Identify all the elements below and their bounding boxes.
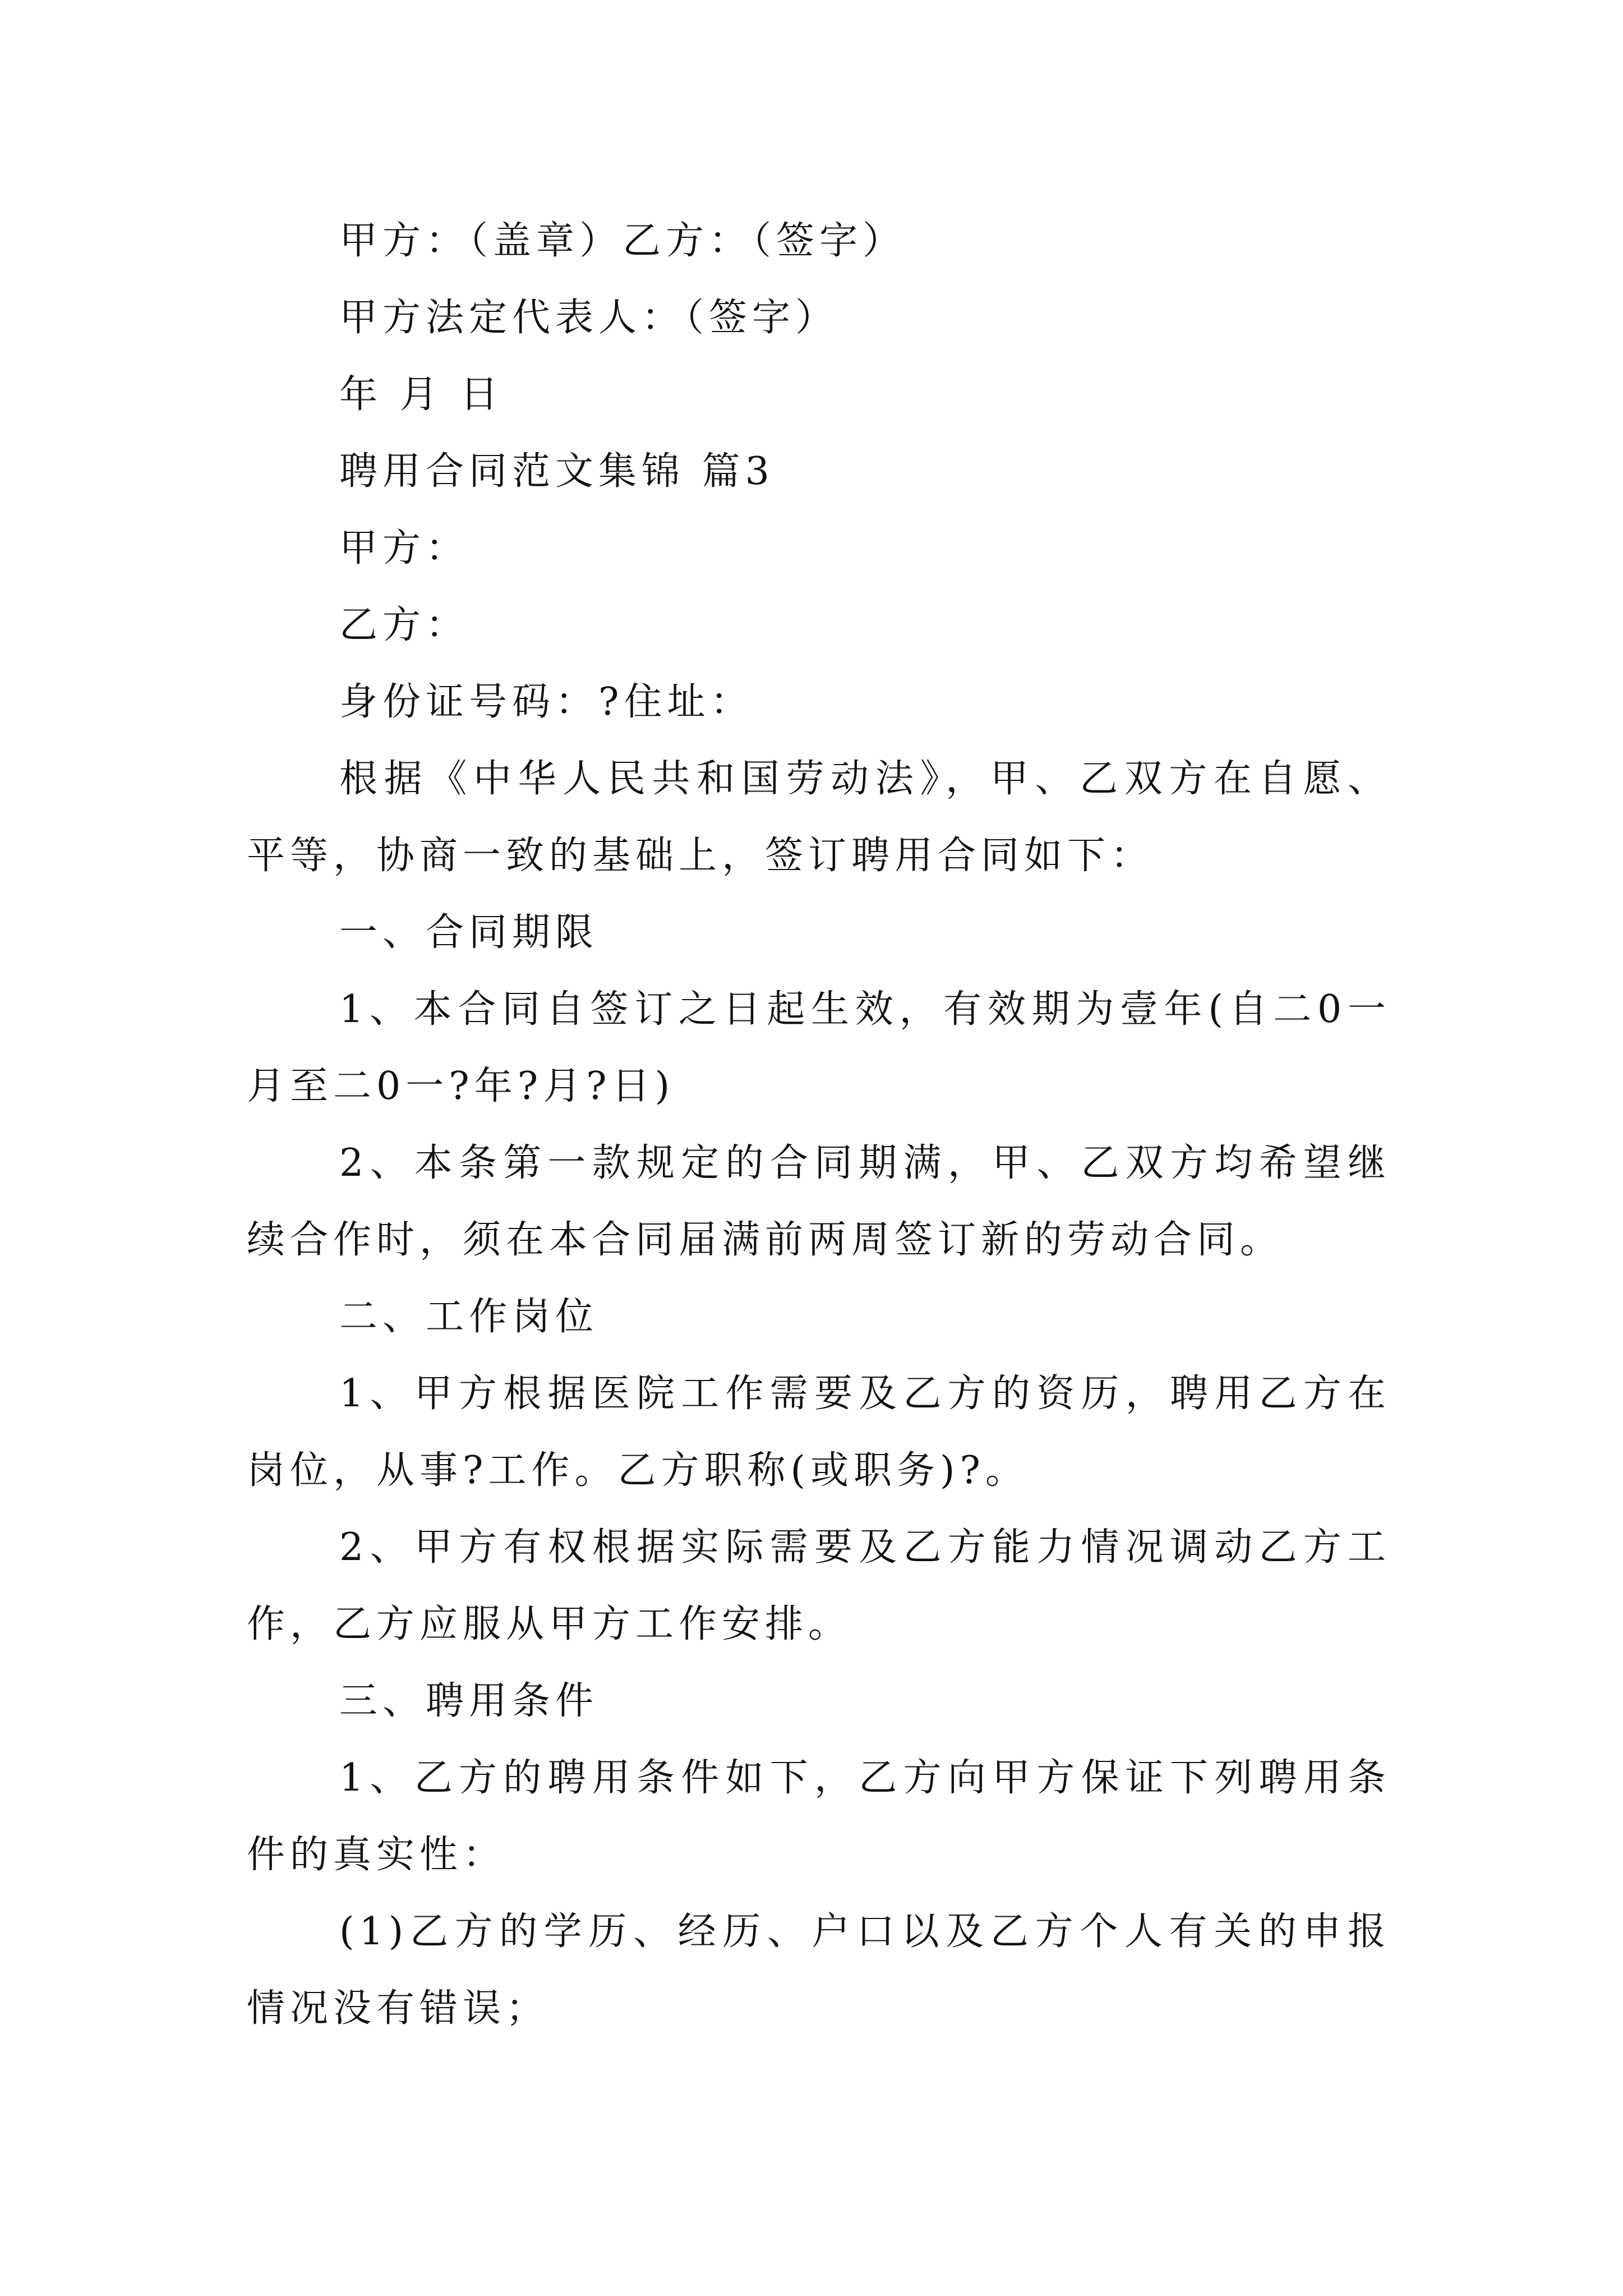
paragraph-line: 1、本合同自签订之日起生效，有效期为壹年(自二0一 bbox=[339, 987, 1391, 1032]
paragraph-line: (1)乙方的学历、经历、户口以及乙方个人有关的申报 bbox=[339, 1910, 1391, 1954]
clause-heading: 二、工作岗位 bbox=[339, 1295, 599, 1339]
paragraph-line: 平等，协商一致的基础上，签订聘用合同如下： bbox=[247, 834, 1154, 878]
clause-heading: 一、合同期限 bbox=[339, 910, 599, 955]
signature-line-party-a-b: 甲方：（盖章）乙方：（签字） bbox=[339, 219, 906, 263]
paragraph-line: 2、本条第一款规定的合同期满，甲、乙双方均希望继 bbox=[339, 1141, 1391, 1185]
paragraph-line: 情况没有错误； bbox=[247, 1986, 550, 2031]
party-a-line: 甲方： bbox=[339, 526, 469, 570]
paragraph-line: 月至二0一?年?月?日) bbox=[247, 1064, 675, 1108]
paragraph-line: 1、乙方的聘用条件如下，乙方向甲方保证下列聘用条 bbox=[339, 1756, 1391, 1800]
date-line: 年 月 日 bbox=[339, 372, 504, 417]
party-b-line: 乙方： bbox=[339, 603, 469, 647]
clause-heading: 三、聘用条件 bbox=[339, 1679, 599, 1723]
paragraph-line: 续合作时，须在本合同届满前两周签订新的劳动合同。 bbox=[247, 1218, 1284, 1262]
section-title: 聘用合同范文集锦 篇3 bbox=[339, 449, 774, 494]
id-address-line: 身份证号码：?住址： bbox=[339, 680, 754, 724]
legal-representative-line: 甲方法定代表人：（签字） bbox=[339, 296, 839, 340]
paragraph-line: 岗位，从事?工作。乙方职称(或职务)?。 bbox=[247, 1448, 1029, 1493]
paragraph-line: 件的真实性： bbox=[247, 1833, 506, 1877]
paragraph-line: 根据《中华人民共和国劳动法》，甲、乙双方在自愿、 bbox=[339, 757, 1391, 801]
paragraph-line: 1、甲方根据医院工作需要及乙方的资历，聘用乙方在 bbox=[339, 1372, 1391, 1416]
paragraph-line: 2、甲方有权根据实际需要及乙方能力情况调动乙方工 bbox=[339, 1525, 1391, 1570]
paragraph-line: 作，乙方应服从甲方工作安排。 bbox=[247, 1602, 852, 1646]
